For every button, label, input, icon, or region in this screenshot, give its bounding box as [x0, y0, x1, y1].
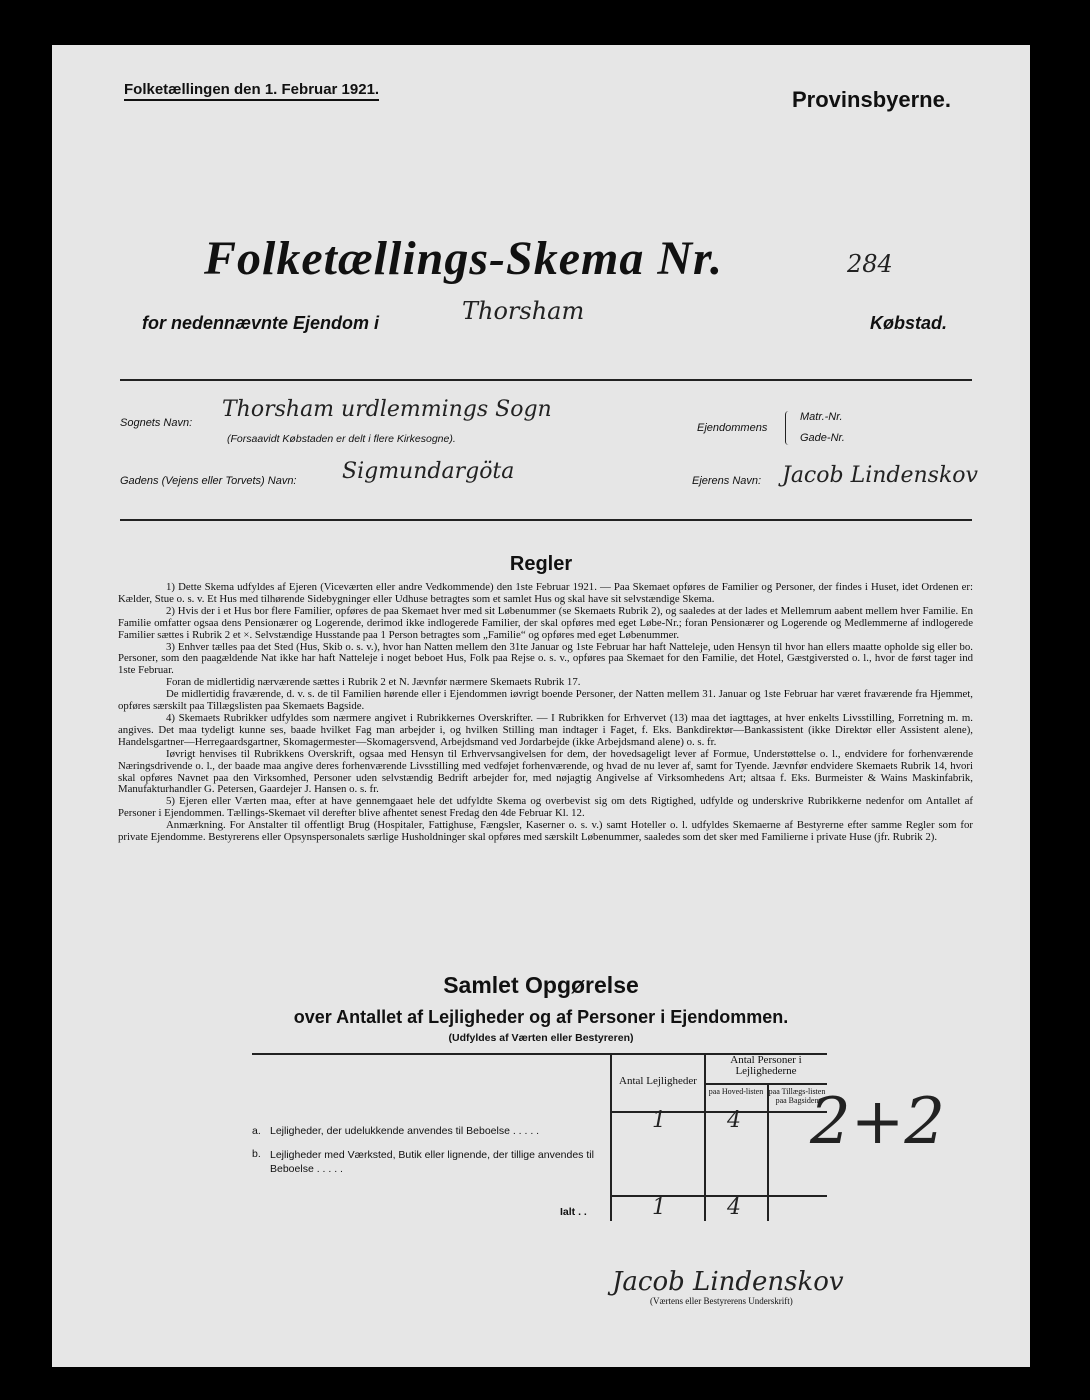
col-main-list-header: paa Hoved-listen: [708, 1087, 764, 1096]
total-apartments-value: 1: [652, 1195, 666, 1220]
total-persons-main-value: 4: [727, 1195, 741, 1220]
margin-note-handwritten: 2+2: [810, 1085, 946, 1159]
region-label: Provinsbyerne.: [792, 87, 951, 112]
parish-label: Sognets Navn:: [120, 417, 193, 429]
signature-label: (Værtens eller Bestyrerens Underskrift): [650, 1296, 793, 1306]
summary-note: (Udfyldes af Værten eller Bestyreren): [448, 1032, 634, 1044]
summary-subtitle: over Antallet af Lejligheder og af Personer i Ejendommen.: [293, 1007, 789, 1027]
table-line: [610, 1111, 827, 1113]
gade-label: Gade-Nr.: [800, 432, 845, 444]
street-label: Gadens (Vejens eller Torvets) Navn:: [120, 475, 297, 487]
rule-paragraph: 2) Hvis der i et Hus bor flere Familier, opføres de paa Skemaet hver med sit Løbenummer (se Skemaets Rubrik 2), og saaledes at der lades et Mellemrum aabent mellem hver Familie. En Familie omfatter ogsaa dens Pensionærer og Logerende, derimod ikke indlogerede Familier, der skal opføres med eget Løbe-Nr.; foran Pensionærer og Logerende og Medlemmerne af indlogerede Familier sættes i Rubrik 2 et ×. Selvstændige Husstande paa 1 Person betragtes som „Familie“ og opføres med eget Løbenummer.: [118, 604, 973, 641]
rule-paragraph: 3) Enhver tælles paa det Sted (Hus, Skib o. s. v.), hvor han Natten mellem den 31te Januar og 1ste Februar har haft Natteleje, uden Hensyn til hvor han ellers maatte opholde sig eller bo. Personer, som den paagældende Nat ikke har haft Natteleje i noget beboet Hus, Folk paa Rejse o. s. v., opføres paa Skemaet for den Familie, det Hotel, Gæstgiversted o. l., hvor de først tager ind 1ste Februar.: [118, 640, 973, 677]
parish-note: (Forsaavidt Købstaden er delt i flere Kirkesogne).: [227, 433, 456, 445]
summary-title: Samlet Opgørelse: [443, 972, 639, 998]
matr-label: Matr.-Nr.: [800, 411, 843, 423]
row-label: Lejligheder, der udelukkende anvendes til Beboelse . . . . .: [270, 1125, 540, 1137]
rule-paragraph: 5) Ejeren eller Værten maa, efter at have gennemgaaet hele det udfyldte Skema og overbevist sig om dets Rigtighed, udfylde og underskrive Rubrikkerne nedenfor om Antallet af Personer i Ejendommen. Tællings-Skemaet vil derefter blive afhentet senest Fredag den 4de Februar Kl. 12.: [118, 795, 973, 820]
owner-value: Jacob Lindenskov: [782, 463, 978, 488]
divider-top: [120, 379, 972, 381]
row-marker: a.: [252, 1125, 261, 1137]
form-title: Folketællings-Skema Nr.: [204, 232, 724, 285]
property-brace: [785, 411, 792, 445]
table-line: [610, 1195, 827, 1197]
divider-middle: [120, 519, 972, 521]
for-property-label: for nedennævnte Ejendom i: [142, 313, 380, 333]
form-number-handwritten: 284: [847, 250, 893, 278]
col-supplement-header: paa Tillægs-listen paa Bagsiden: [768, 1087, 826, 1105]
rule-paragraph: 1) Dette Skema udfyldes af Ejeren (Viceværten eller andre Vedkommende) den 1ste Februar 1921. — Paa Skemaet opføres de Familier og Personer, der findes i Huset, idet Ordenen er: Kælder, Stue o. s. v. Et Hus med tilhørende Sidebygninger eller Udhuse betragtes som et samlet Hus og skal have sit selvstændige Skema.: [118, 581, 973, 605]
row-label: Lejligheder med Værksted, Butik eller lignende, der tillige anvendes til Beboelse . . . . .: [270, 1149, 594, 1175]
col-apartments-header: Antal Lejligheder: [619, 1075, 697, 1087]
census-header-title: Folketællingen den 1. Februar 1921.: [124, 81, 379, 101]
rule-paragraph: Iøvrigt henvises til Rubrikkens Overskrift, ogsaa med Hensyn til Erhvervsangivelsen for dem, der hovedsageligt lever af Formue, Understøttelse o. l., endvidere for forhenværende Næringsdrivende o. l., der baade maa angive deres forhenværende Livsstilling med vedføjet forhenværende, og hvad de nu lever af, samt for Tyende. Jævnfør endvidere Skemaets Rubrik 14, hvori skal opføres Navnet paa den Virksomhed, Personer uden selvstændig Bedrift arbejder for, med nøjagtig Angivelse af Virksomhedens Art; altsaa f. Eks. Burmeister & Wains Maskinfabrik, Manufakturhandler G. Petersen, Gaardejer J. Hansen o. s. fr.: [118, 747, 973, 796]
kobstad-label: Købstad.: [870, 313, 948, 333]
total-label: Ialt . .: [560, 1206, 587, 1218]
rules-title: Regler: [509, 553, 573, 575]
property-label: Ejendommens: [697, 422, 768, 434]
row-persons-main-value: 4: [727, 1108, 741, 1133]
rule-paragraph: Foran de midlertidig nærværende sættes i Rubrik 2 et N. Jævnfør nærmere Skemaets Rubrik 17.: [166, 676, 581, 689]
rule-paragraph: 4) Skemaets Rubrikker udfyldes som nærmere angivet i Rubrikkernes Overskrifter. — I Rubrikken for Erhvervet (13) maa det iagttages, at hver enkelts Livsstilling, Forretning m. m. angives. Det maa tydeligt kunne ses, baade hvilket Fag man arbejder i, og hvilken Stilling man indtager i Faget, f. Eks. Bankdirektør—Bankassistent (ikke Direktør eller Assistent alene), Handelsgartner—Herregaardsgartner, Skomagermester—Skomagersvend, Arbejdsmand ved Jordarbejde (ikke Arbejdsmand alene) o. s. fr.: [118, 711, 973, 748]
parish-value: Thorsham urdlemmings Sogn: [222, 397, 552, 422]
rules-body: [118, 582, 973, 844]
rule-paragraph: De midlertidig fraværende, d. v. s. de til Familien hørende eller i Ejendommen iøvrigt boende Personer, der Natten mellem 31. Januar og 1ste Februar har været fraværende fra Hjemmet, opføres særskilt paa Tillægslisten paa Skemaets Bagside.: [118, 688, 973, 713]
col-persons-header: Antal Personer i Lejlighederne: [730, 1054, 802, 1077]
row-marker: b.: [252, 1148, 261, 1160]
row-apartments-value: 1: [652, 1108, 666, 1133]
census-form-sheet: [52, 45, 1030, 1367]
street-value: Sigmundargöta: [342, 459, 515, 484]
signature-handwritten: Jacob Lindenskov: [612, 1267, 844, 1297]
town-handwritten: Thorsham: [462, 297, 585, 325]
rule-paragraph: Anmærkning. For Anstalter til offentligt Brug (Hospitaler, Fattighuse, Fængsler, Kaserner o. s. v.) samt Hoteller o. l. udfyldes Skemaerne af Bestyrerne efter samme Regler som for private Ejendomme. Bestyrerens eller Opsynspersonalets særlige Husholdninger skal opføres med særskilt Løbenummer, saaledes som det sker med Familierne i private Huse (jfr. Rubrik 2).: [118, 819, 973, 844]
table-line: [704, 1083, 827, 1085]
owner-label: Ejerens Navn:: [692, 475, 762, 487]
